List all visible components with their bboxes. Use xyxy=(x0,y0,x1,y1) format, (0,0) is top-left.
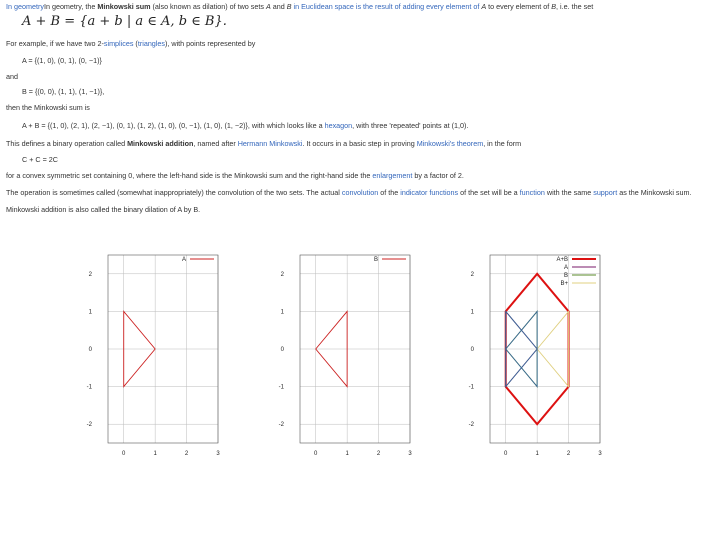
link-convolution[interactable]: convolution xyxy=(341,188,379,197)
chart-b-svg xyxy=(270,245,430,465)
legend-label: B+ xyxy=(560,281,568,287)
formula-minkowski-sum: A + B = {a + b | a ∈ A, b ∈ B}. xyxy=(22,14,227,29)
text: , with three 'repeated' points at (1,0). xyxy=(352,121,469,130)
y-tick-label: 1 xyxy=(88,309,92,316)
text: of the xyxy=(378,188,401,197)
link-support[interactable]: support xyxy=(593,188,618,197)
sum-result xyxy=(22,122,468,130)
y-tick-label: -2 xyxy=(278,422,284,429)
text: ), with points represented by xyxy=(165,39,256,48)
text: ( xyxy=(133,39,138,48)
var: B xyxy=(551,2,557,11)
y-tick-label: -2 xyxy=(468,422,474,429)
link-hermann-minkowski[interactable]: Hermann Minkowski xyxy=(237,139,303,148)
link-euclidean-space[interactable]: in Euclidean space is the result of adding every element of xyxy=(291,2,482,11)
text: This defines a binary operation called xyxy=(6,139,128,148)
y-tick-label: 1 xyxy=(280,309,284,316)
set-a: A = {(1, 0), (0, 1), (0, −1)} xyxy=(22,56,102,65)
chart-a-svg xyxy=(78,245,238,465)
link-minkowskis-theorem[interactable]: Minkowski's theorem xyxy=(416,139,484,148)
x-tick-label: 2 xyxy=(566,451,571,457)
text: , named after xyxy=(193,139,238,148)
x-tick-label: 3 xyxy=(598,451,602,457)
x-tick-label: 0 xyxy=(504,451,508,457)
link-hexagon[interactable]: hexagon xyxy=(324,121,353,130)
x-tick-label: 3 xyxy=(408,451,412,457)
y-tick-label: 0 xyxy=(280,347,284,353)
y-tick-label: 0 xyxy=(88,347,92,353)
y-tick-label: -1 xyxy=(278,384,284,391)
chart-a-plus-b-svg xyxy=(460,245,620,465)
legend-label: B xyxy=(563,273,568,279)
text: . It occurs in a basic step in proving xyxy=(302,139,417,148)
paragraph-convolution xyxy=(6,189,692,197)
y-tick-label: 2 xyxy=(470,271,474,278)
text: with the same xyxy=(544,188,594,197)
text: (also known as dilation) of two sets xyxy=(150,2,266,11)
text: of the set will be a xyxy=(458,188,520,197)
link-triangles[interactable]: triangles xyxy=(137,39,165,48)
y-tick-label: -2 xyxy=(86,422,92,429)
x-tick-label: 1 xyxy=(153,451,157,457)
var: B xyxy=(286,2,292,11)
paragraph-definition xyxy=(6,3,593,11)
link-function[interactable]: function xyxy=(519,188,545,197)
paragraph-dilation: Minkowski addition is also called the binary dilation of A by B. xyxy=(6,205,201,214)
text: to every element of xyxy=(486,2,552,11)
text: , in the form xyxy=(483,139,522,148)
link-indicator-functions[interactable]: indicator functions xyxy=(400,188,459,197)
chart-a xyxy=(78,245,238,465)
chart-b xyxy=(270,245,430,465)
link-simplices[interactable]: simplices xyxy=(103,39,134,48)
term-minkowski-addition: Minkowski addition xyxy=(127,139,194,148)
paragraph-example xyxy=(6,40,255,48)
x-tick-label: 1 xyxy=(345,451,349,457)
text: as the Minkowski sum. xyxy=(617,188,692,197)
paragraph-then: then the Minkowski sum is xyxy=(6,103,90,112)
x-tick-label: 0 xyxy=(314,451,318,457)
text: For example, if we have two 2- xyxy=(6,39,104,48)
text: by a factor of 2. xyxy=(412,171,464,180)
y-tick-label: 2 xyxy=(280,271,284,278)
var: A xyxy=(265,2,271,11)
link-enlargement[interactable]: enlargement xyxy=(372,171,413,180)
legend-label: A xyxy=(563,265,568,271)
legend-label: A+B xyxy=(556,257,568,263)
x-tick-label: 3 xyxy=(216,451,220,457)
y-tick-label: 0 xyxy=(470,347,474,353)
y-tick-label: 1 xyxy=(470,309,474,316)
formula-2c: C + C = 2C xyxy=(22,155,58,164)
set-b: B = {(0, 0), (1, 1), (1, −1)}, xyxy=(22,87,105,96)
legend-label: A xyxy=(181,257,186,263)
y-tick-label: -1 xyxy=(86,384,92,391)
text: for a convex symmetric set containing 0, where the left-hand side is the Minkowski sum and the right-hand side the xyxy=(6,171,373,180)
legend-label: B xyxy=(373,257,378,263)
text: , i.e. the set xyxy=(556,2,594,11)
and-label: and xyxy=(6,72,18,81)
text: A + B = {(1, 0), (2, 1), (2, −1), (0, 1), (1, 2), (1, 0), (0, −1), (1, 0), (1, −2)}, with which looks like a xyxy=(22,121,325,130)
x-tick-label: 1 xyxy=(535,451,539,457)
x-tick-label: 0 xyxy=(122,451,126,457)
link-geometry[interactable]: In geometry xyxy=(6,2,44,11)
paragraph-binary-operation xyxy=(6,140,521,148)
paragraph-convex xyxy=(6,172,464,180)
text: and xyxy=(270,2,287,11)
y-tick-label: -1 xyxy=(468,384,474,391)
var: A xyxy=(481,2,487,11)
term-minkowski-sum: Minkowski sum xyxy=(97,2,151,11)
text: In geometry, the xyxy=(43,2,98,11)
text: The operation is sometimes called (somewhat inappropriately) the convolution of the two sets. The actual xyxy=(6,188,342,197)
y-tick-label: 2 xyxy=(88,271,92,278)
x-tick-label: 2 xyxy=(376,451,381,457)
x-tick-label: 2 xyxy=(184,451,189,457)
chart-a-plus-b xyxy=(460,245,620,465)
